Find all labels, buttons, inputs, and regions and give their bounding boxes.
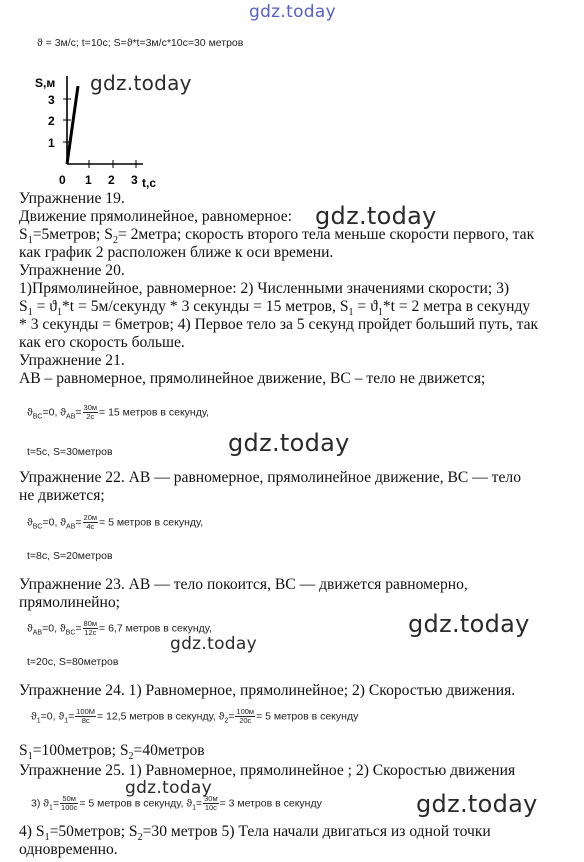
watermark-graph: gdz.today: [90, 71, 192, 95]
ex23-line2: прямолинейно;: [19, 594, 120, 611]
ex20-line4: как его скорость больше.: [19, 334, 185, 351]
x-tick-label: 0: [59, 173, 66, 187]
ex22-line2: не движется;: [19, 487, 105, 504]
x-axis-label: t,с: [142, 176, 157, 190]
ex24-formula: $ϑ_1=0$, $ϑ_1=$ $\frac{100М}{8с}$ = 12,5 метров в секунду, $ϑ_2=$ $\frac{100м}{20с}$ = 5 метров в секунду: [31, 707, 359, 725]
ex24-line1: Упражнение 24. 1) Равномерное, прямолинейное; 2) Скоростью движения.: [19, 682, 516, 699]
watermark-ex23-right: gdz.today: [408, 610, 530, 638]
x-tick-label: 1: [85, 173, 92, 187]
watermark-ex23-center: gdz.today: [170, 634, 257, 654]
ex21-line1: AB – равномерное, прямолинейное движение, BC – тело не движется;: [19, 370, 486, 387]
ex21-formula-2: t=5с, S=30метров: [27, 446, 113, 458]
ex25-line2: 4) $S_1=50метров$; $S_2=30$ метров 5) Тела начали двигаться из одной точки: [19, 823, 491, 844]
ex25-formula: 3) $ϑ_1=$ $\frac{50м}{100с}$ = 5 метров в секунду, $ϑ_1=$ $\frac{30м}{10с}$ = 3 метров в секунду: [31, 794, 322, 812]
ex19-title: Упражнение 19.: [19, 190, 125, 207]
y-tick-label: 2: [48, 114, 55, 128]
y-tick-label: 1: [48, 136, 55, 150]
x-tick-label: 3: [131, 173, 138, 187]
ex20-line1: 1)Прямолинейное, равномерное: 2) Численными значениями скорости; 3): [19, 280, 510, 297]
ex25-line1: Упражнение 25. 1) Равномерное, прямолинейное ; 2) Скоростью движения: [19, 762, 516, 779]
ex25-line3: одновременно.: [19, 841, 118, 858]
ex23-formula-2: t=20с, S=80метров: [27, 656, 119, 668]
watermark-ex19: gdz.today: [315, 202, 437, 230]
x-tick-label: 2: [108, 173, 115, 187]
ex23-formula: $ϑ_{AB}=0$, $ϑ_{BC}=$ $\frac{80м}{12с}$ = 6,7 метров в секунду,: [27, 619, 212, 637]
ex23-line1: Упражнение 23. AB — тело покоится, BC — движется равномерно,: [19, 576, 468, 593]
formula-top: ϑ = 3м/с; t=10с; S=ϑ*t=3м/с*10с=30 метров: [37, 37, 244, 49]
watermark-ex25-right: gdz.today: [416, 790, 538, 818]
ex22-formula-2: t=8с, S=20метров: [27, 550, 113, 562]
ex24-line2: $S_1=100метров$; $S_2=40метров$: [19, 742, 205, 763]
ex21-title: Упражнение 21.: [19, 352, 125, 369]
y-axis-label: S,м: [35, 76, 56, 90]
ex22-formula: $ϑ_{BC}=0$, $ϑ_{AB}=$ $\frac{20м}{4с}$ = 5 метров в секунду,: [27, 513, 204, 531]
watermark-top: gdz.today: [249, 2, 336, 22]
ex20-title: Упражнение 20.: [19, 262, 125, 279]
ex21-formula: $ϑ_{BC}=0$, $ϑ_{AB}=$ $\frac{30м}{2с}$ = 15 метров в секунду,: [27, 403, 209, 421]
y-tick-label: 3: [48, 93, 55, 107]
ex20-line3: * 3 секунды = 6метров; 4) Первое тело за 5 секунд пройдет больший путь, так: [19, 316, 539, 333]
ex19-line1: Движение прямолинейное, равномерное:: [19, 208, 293, 225]
data-line: [67, 86, 78, 164]
ex19-line3: как график 2 расположен ближе к оси времени.: [19, 244, 334, 261]
watermark-ex21: gdz.today: [228, 429, 350, 457]
ex19-line2: $S_1=5метров$; $S_2=$ 2метра; скорость второго тела меньше скорости первого, так: [19, 226, 535, 247]
watermark-ex25-center: gdz.today: [125, 778, 212, 798]
ex20-line2: $S_1 = ϑ_1*t$ = 5м/секунду * 3 секунды = 15 метров, $S_1 = ϑ_1*t = 2$ метра в секунду: [19, 298, 531, 319]
ex22-line1: Упражнение 22. AB — равномерное, прямолинейное движение, BC — тело: [19, 469, 521, 486]
